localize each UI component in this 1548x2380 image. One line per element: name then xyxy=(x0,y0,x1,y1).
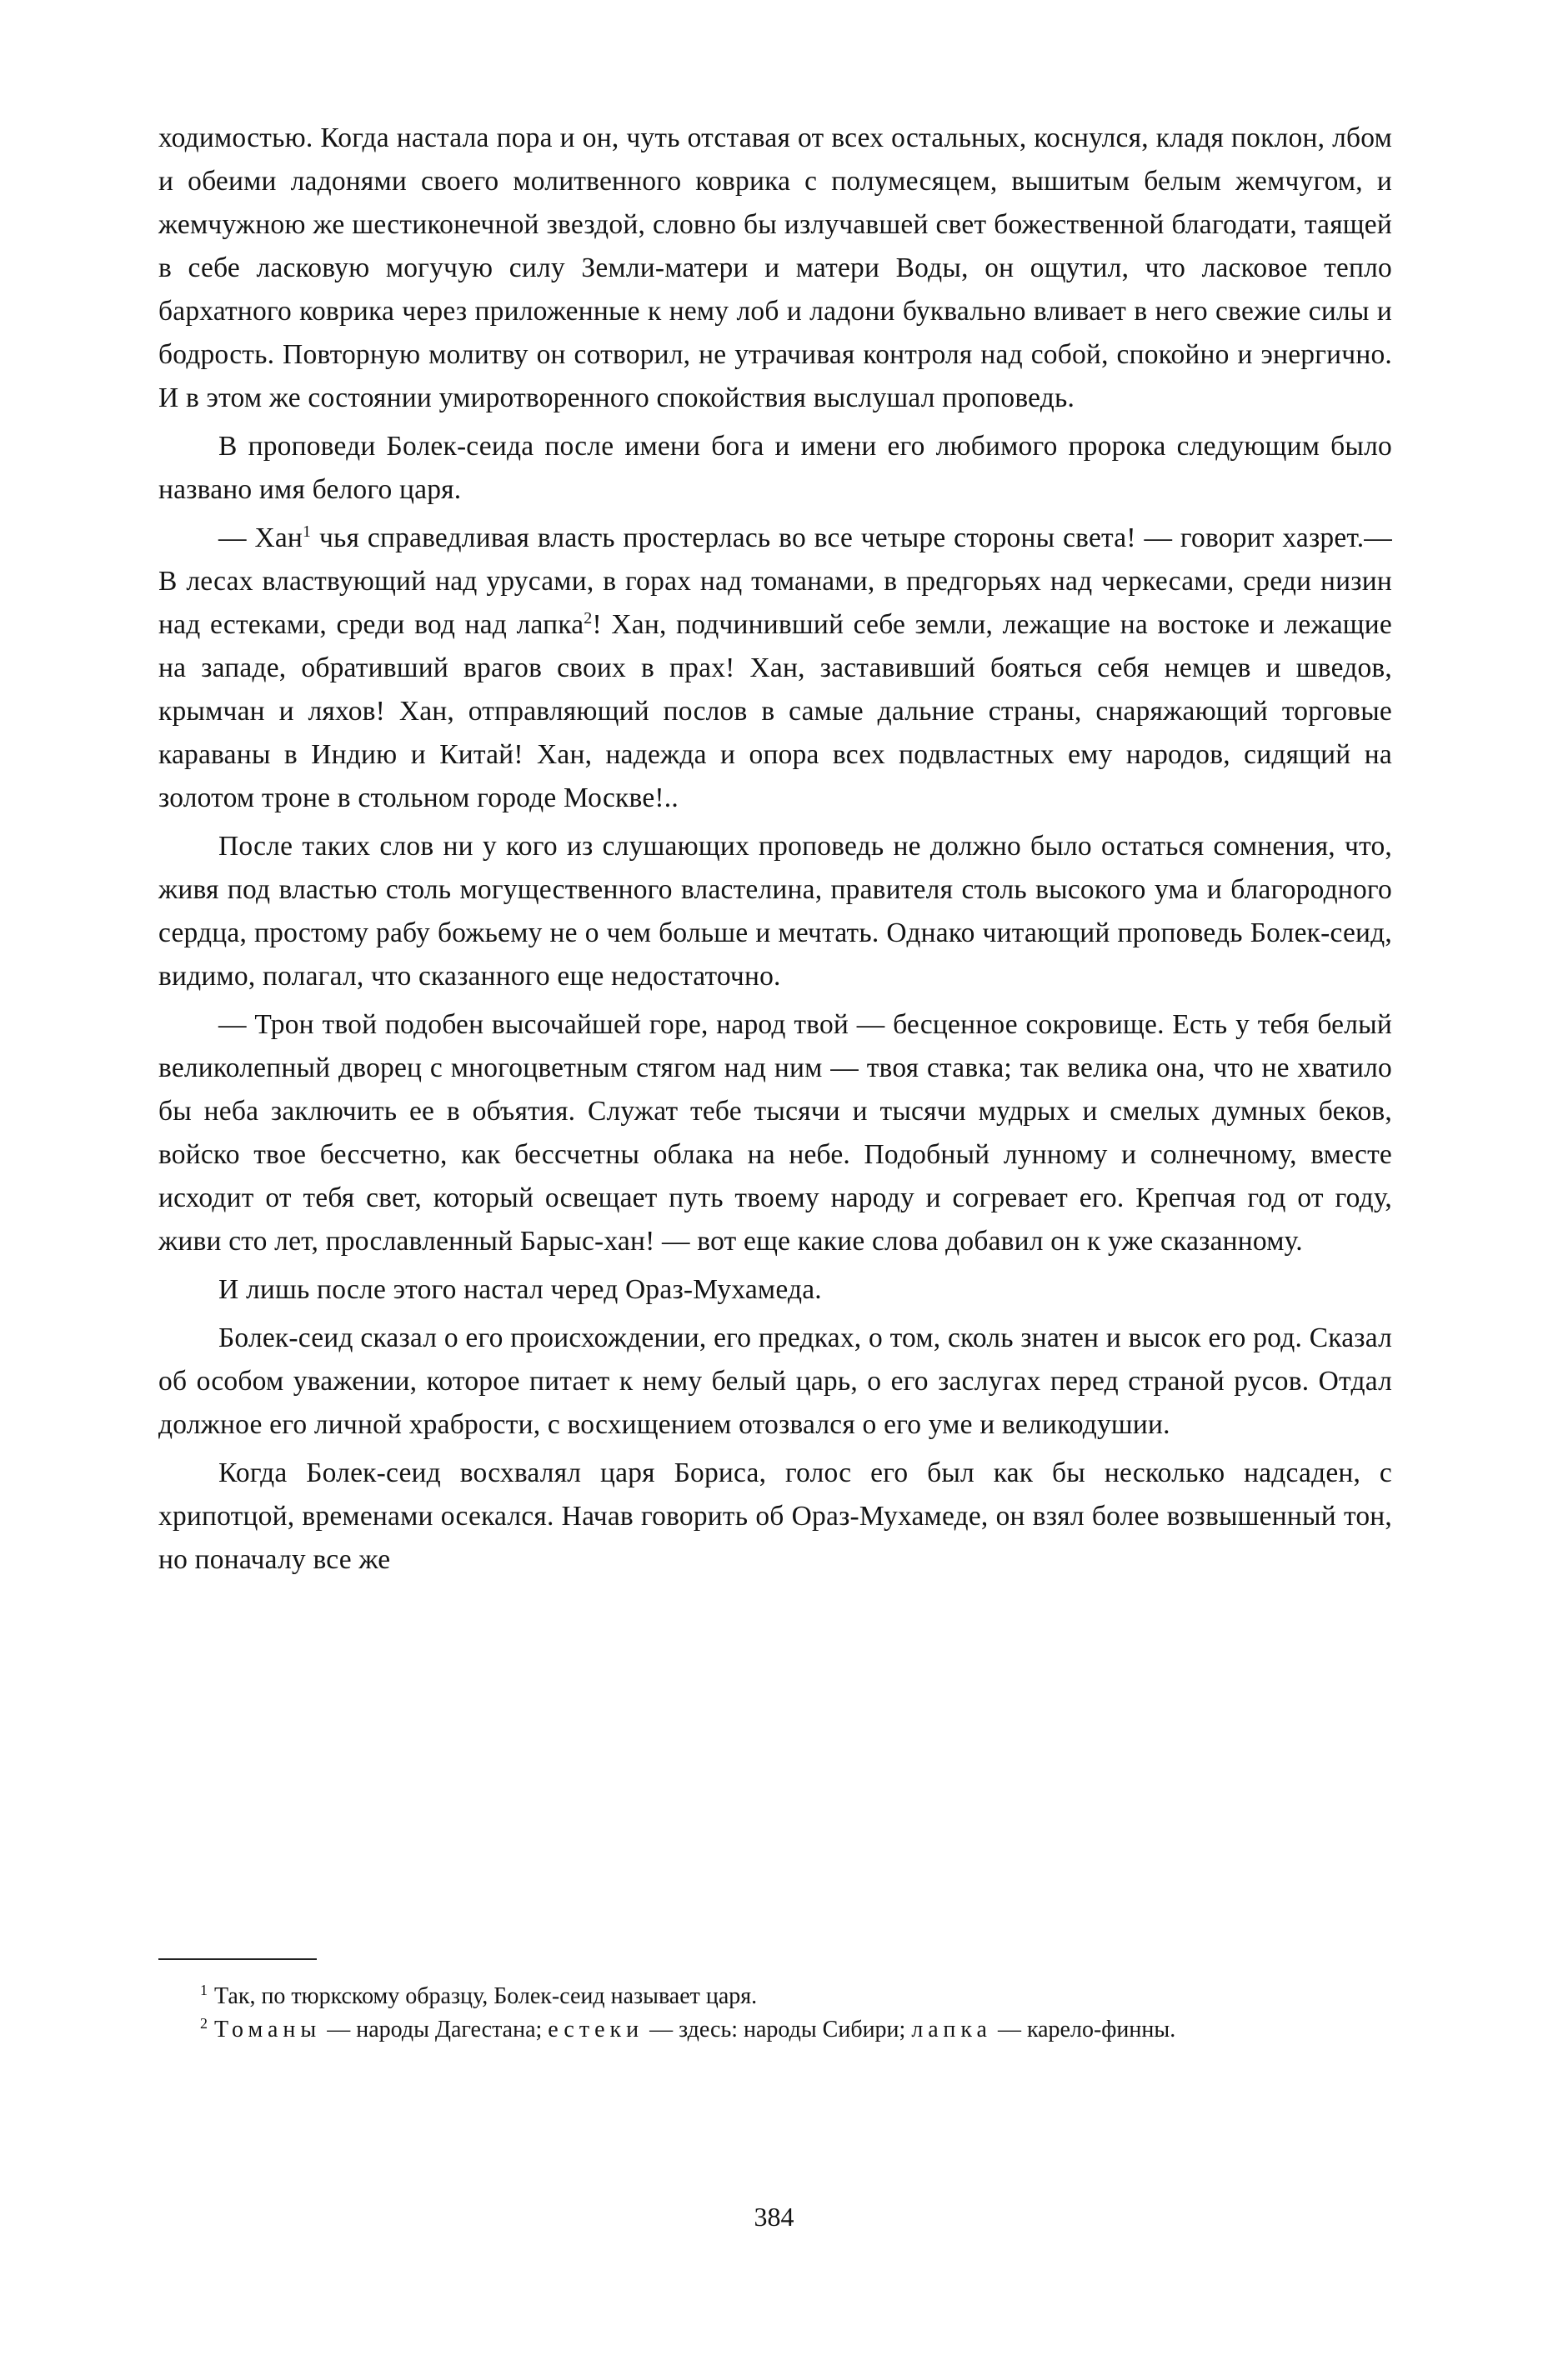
text-run: И лишь после этого настал черед Ораз-Мухамеда. xyxy=(218,1274,822,1305)
text-run: — народы Дагестана; xyxy=(321,2017,549,2042)
footnote xyxy=(158,1980,1392,2013)
paragraph xyxy=(158,1317,1392,1447)
text-run: — здесь: народы Сибири; xyxy=(644,2017,912,2042)
paragraph xyxy=(158,425,1392,512)
footnote-term: лапка xyxy=(911,2017,992,2042)
footnote-number: 2 xyxy=(200,2014,208,2032)
footnote-reference: 2 xyxy=(584,608,593,628)
footnote-reference: 1 xyxy=(303,522,312,541)
text-run: чья справедливая власть простерлась во все четыре стороны света! — говорит хазрет.— В лесах властвующий над урусами, в горах над томанами, в предгорьях над черкесами, среди низин над естеками, среди вод над лапка xyxy=(158,522,1392,640)
page-body xyxy=(158,117,1392,1582)
page-number: 384 xyxy=(754,2202,794,2232)
text-run: — Хан xyxy=(218,522,303,553)
text-run: После таких слов ни у кого из слушающих проповедь не должно было остаться сомнения, что, живя под властью столь могущественного властелина, правителя столь высокого ума и благородного сердца, простому рабу божьему не о чем больше и мечтать. Однако читающий проповедь Болек-сеид, видимо, полагал, что сказанного еще недостаточно. xyxy=(158,831,1392,992)
footnote-term: Томаны xyxy=(214,2017,322,2042)
paragraph xyxy=(158,1268,1392,1312)
text-run: — Трон твой подобен высочайшей горе, народ твой — бесценное сокровище. Есть у тебя белый великолепный дворец с многоцветным стягом над ним — твоя ставка; так велика она, что не хватило бы неба заключить ее в объятия. Служат тебе тысячи и тысячи мудрых и смелых думных беков, войско твое бессчетно, как бессчетны облака на небе. Подобный лунному и солнечному, вместе исходит от тебя свет, который освещает путь твоему народу и согревает его. Крепчая год от году, живи сто лет, прославленный Барыс-хан! — вот еще какие слова добавил он к уже сказанному. xyxy=(158,1009,1392,1257)
text-run: — карело-финны. xyxy=(991,2017,1176,2042)
text-run: В проповеди Болек-сеида после имени бога и имени его любимого пророка следующим было названо имя белого царя. xyxy=(158,431,1392,505)
footnote-divider xyxy=(158,1958,317,1960)
paragraph xyxy=(158,517,1392,820)
paragraph xyxy=(158,825,1392,998)
footnote xyxy=(158,2013,1392,2047)
paragraph xyxy=(158,117,1392,420)
text-run: Так, по тюркскому образцу, Болек-сеид называет царя. xyxy=(214,1983,758,2009)
paragraph xyxy=(158,1452,1392,1582)
paragraph xyxy=(158,1003,1392,1263)
text-run: ! Хан, подчинивший себе земли, лежащие на востоке и лежащие на западе, обративший врагов своих в прах! Хан, заставивший бояться себя немцев и шведов, крымчан и ляхов! Хан, отправляющий послов в самые дальние страны, снаряжающий торговые караваны в Индию и Китай! Хан, надежда и опора всех подвластных ему народов, сидящий на золотом троне в стольном городе Москве!.. xyxy=(158,609,1392,813)
footnote-number: 1 xyxy=(200,1981,208,1998)
text-run: Когда Болек-сеид восхвалял царя Бориса, голос его был как бы несколько надсаден, с хрипотцой, временами осекался. Начав говорить об Ораз-Мухамеде, он взял более возвышенный тон, но поначалу все же xyxy=(158,1458,1392,1575)
text-run: Болек-сеид сказал о его происхождении, его предках, о том, сколь знатен и высок его род. Сказал об особом уважении, которое питает к нему белый царь, о его заслугах перед страной русов. Отдал должное его личной храбрости, с восхищением отозвался о его уме и великодушии. xyxy=(158,1322,1392,1440)
text-run: ходимостью. Когда настала пора и он, чуть отставая от всех остальных, коснулся, кладя поклон, лбом и обеими ладонями своего молитвенного коврика с полумесяцем, вышитым белым жемчугом, и жемчужною же шестиконечной звездой, словно бы излучавшей свет божественной благодати, таящей в себе ласковую могучую силу Земли-матери и матери Воды, он ощутил, что ласковое тепло бархатного коврика через приложенные к нему лоб и ладони буквально вливает в него свежие силы и бодрость. Повторную молитву он сотворил, не утрачивая контроля над собой, спокойно и энергично. И в этом же состоянии умиротворенного спокойствия выслушал проповедь. xyxy=(158,122,1392,413)
footnote-term: естеки xyxy=(548,2017,644,2042)
footnotes xyxy=(158,1980,1392,2047)
